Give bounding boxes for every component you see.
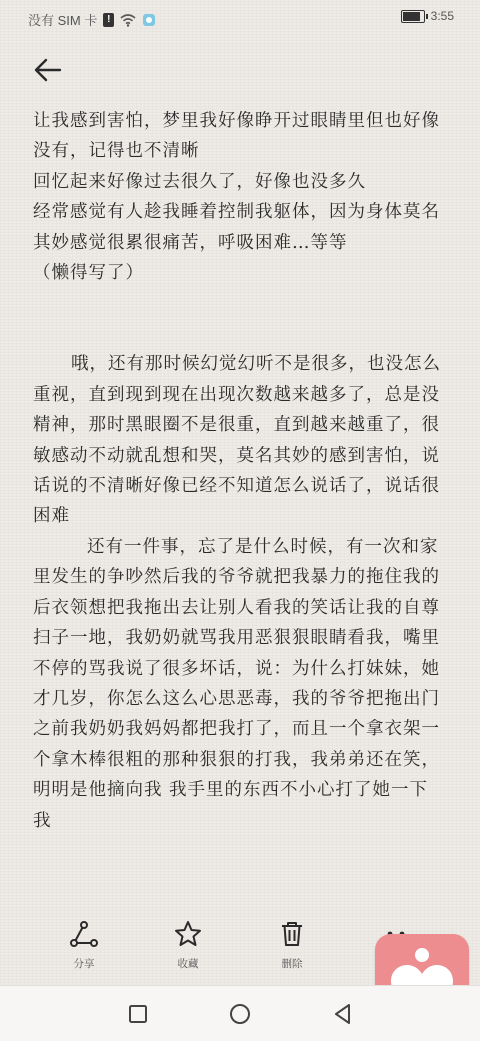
note-paragraph: 让我感到害怕，梦里我好像睁开过眼睛里但也好像没有，记得也不清晰 <box>33 111 440 162</box>
app-notification-icon <box>142 13 156 27</box>
delete-label: 删除 <box>281 958 303 970</box>
share-button[interactable] <box>54 919 114 971</box>
back-button[interactable] <box>30 52 66 88</box>
favorite-label: 收藏 <box>177 958 199 970</box>
system-nav-bar <box>0 985 480 1041</box>
more-button[interactable] <box>386 922 410 928</box>
recent-apps-button[interactable] <box>125 1001 151 1027</box>
note-paragraph: 回忆起来好像过去很久了，好像也没多久 <box>33 171 366 192</box>
note-paragraph: 哦，还有那时候幻觉幻听不是很多，也没怎么重视，直到现到现在出现次数越来越多了，总是没精神，那时黑眼圈不是很重，直到越来越重了，很敏感动不动就乱想和哭，莫名其妙的感到害怕，说话说的不清晰好像已经不知道怎么说话了，说话很困难 <box>33 354 441 527</box>
status-right <box>401 9 454 23</box>
note-paragraph: 经常感觉有人趁我睡着控制我躯体，因为身体莫名其妙感觉很累很痛苦，呼吸困难…等等 <box>33 202 440 253</box>
back-arrow-icon <box>30 52 66 88</box>
star-icon <box>173 919 203 949</box>
home-button[interactable] <box>227 1001 253 1027</box>
carrier-label: 没有 SIM 卡 <box>28 13 98 28</box>
home-icon <box>227 1001 253 1027</box>
wifi-icon <box>120 13 136 27</box>
share-label: 分享 <box>73 958 95 970</box>
status-time: 3:55 <box>430 9 454 23</box>
nav-back-button[interactable] <box>330 1001 356 1027</box>
paragraph-spacer <box>33 288 453 349</box>
sim-alert-icon: ! <box>103 13 114 27</box>
status-bar <box>0 0 480 36</box>
recent-apps-icon <box>125 1001 151 1027</box>
delete-button[interactable] <box>262 919 322 971</box>
note-paragraph: （懒得写了） <box>33 263 144 284</box>
battery-icon <box>401 10 425 23</box>
share-icon <box>69 919 99 949</box>
note-paragraph: 还有一件事，忘了是什么时候，有一次和家里发生的争吵然后我的爷爷就把我暴力的拖住我的后衣领想把我拖出去让别人看我的笑话让我的自尊扫子一地，我奶奶就骂我用恶狠狠眼睛看我，嘴里不停的骂我说了很多坏话，说：为什么打妹妹，她才几岁，你怎么这么心思恶毒，我的爷爷把拖出门之前我奶奶我妈妈都把我打了，而且一个拿衣架一个拿木棒很粗的那种狠狠的打我，我弟弟还在笑，明明是他摘向我 我手里的东西不小心打了她一下 我 <box>33 536 440 831</box>
nav-back-icon <box>330 1001 356 1027</box>
note-content[interactable] <box>33 106 453 916</box>
trash-icon <box>277 919 307 949</box>
favorite-button[interactable] <box>158 919 218 971</box>
status-left <box>28 10 156 29</box>
